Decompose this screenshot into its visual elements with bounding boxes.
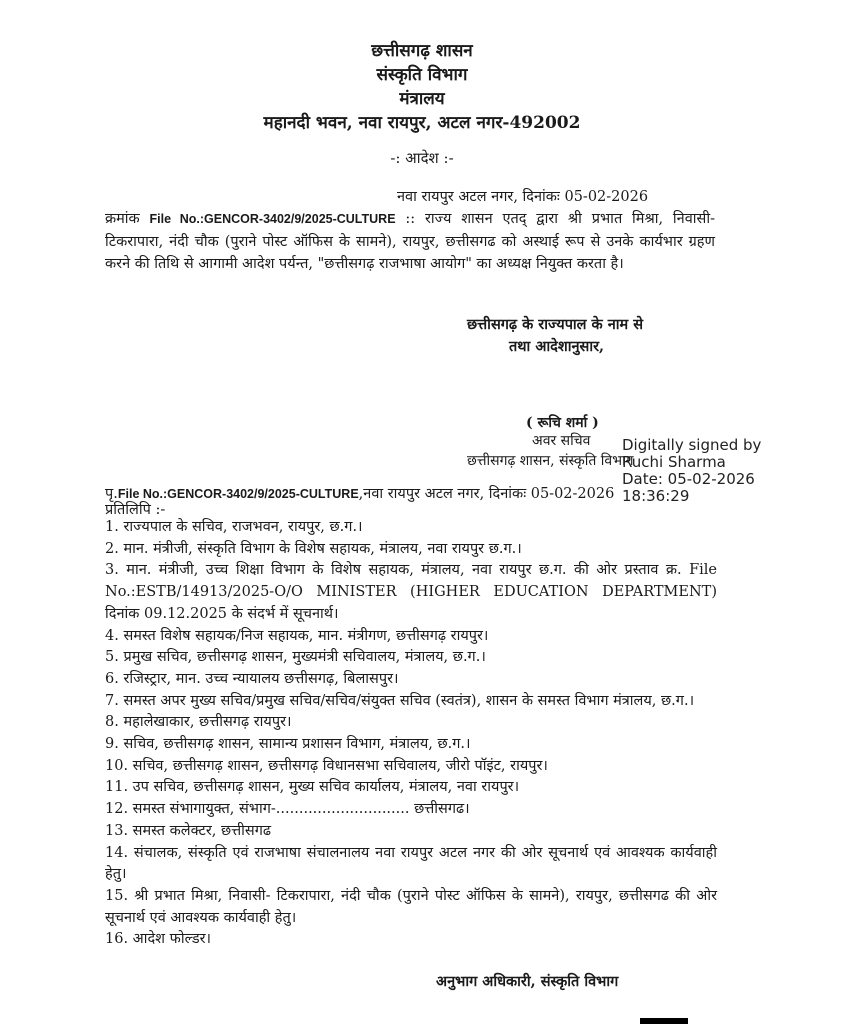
signatory-name: ( रूचि शर्मा ) [526, 415, 599, 431]
copy-list-item: 16. आदेश फोल्डर। [105, 931, 212, 948]
header-address: महानदी भवन, नवा रायपुर, अटल नगर-492002 [263, 113, 581, 133]
copy-list-item: 8. महालेखाकार, छत्तीसगढ़ रायपुर। [105, 714, 292, 731]
copy-list-item: 14. संचालक, संस्कृति एवं राजभाषा संचालनालय नवा रायपुर अटल नगर की ओर सूचनार्थ एवं आवश्यक कार्यवाही हेतु। [105, 844, 717, 883]
order-text: :: राज्य शासन एतद् द्वारा श्री प्रभात मिश्रा, निवासी- टिकरापारा, नंदी चौक (पुराने पोस्ट ऑफिस के सामने), रायपुर, छत्तीसगढ को अस्थाई रूप से उनके कार्यभार ग्रहण करने की तिथि से आगामी आदेश पर्यन्त, "छत्तीसगढ़ राजभाषा आयोग" का अध्यक्ष नियुक्त करता है। [105, 211, 715, 272]
copy-list-item: 6. रजिस्ट्रार, मान. उच्च न्यायालय छत्तीसगढ़, बिलासपुर। [105, 670, 399, 687]
copy-list-item: 1. राज्यपाल के सचिव, राजभवन, रायपुर, छ.ग.। [105, 519, 363, 535]
digital-signature-time: 18:36:29 [622, 487, 690, 505]
endorsement-prefix: पृ. [105, 486, 118, 502]
digital-signature-date: Date: 05-02-2026 [622, 470, 755, 488]
order-place-date: नवा रायपुर अटल नगर, दिनांकः 05-02-2026 [397, 189, 649, 205]
digital-signature [622, 437, 761, 505]
copy-list-item: 13. समस्त कलेक्टर, छत्तीसगढ [105, 822, 272, 839]
copy-list-item: 4. समस्त विशेष सहायक/निज सहायक, मान. मंत्रीगण, छत्तीसगढ़ रायपुर। [105, 627, 489, 644]
order-file-number: File No.:GENCOR-3402/9/2025-CULTURE [149, 212, 396, 226]
order-paragraph [105, 208, 715, 276]
digital-signature-name: Ruchi Sharma [622, 453, 726, 471]
copy-list-item: 15. श्री प्रभात मिश्रा, निवासी- टिकरापारा, नंदी चौक (पुराने पोस्ट ऑफिस के सामने), रायपुर, छत्तीसगढ की ओर सूचनार्थ एवं आवश्यक कार्यवाही हेतु। [105, 887, 717, 926]
header-govt: छत्तीसगढ़ शासन [371, 41, 473, 61]
scan-artifact-bar [640, 1018, 688, 1024]
copy-list-item: 3. मान. मंत्रीजी, उच्च शिक्षा विभाग के विशेष सहायक, मंत्रालय, नवा रायपुर छ.ग. की ओर प्रस्ताव क्र. File No.:ESTB/14913/2025-O/O MINISTER (HIGHER EDUCATION DEPARTMENT) दिनांक 09.12.2025 के संदर्भ में सूचनार्थ। [105, 562, 717, 622]
header-department: संस्कृति विभाग [376, 65, 468, 85]
signatory-designation: अवर सचिव [532, 433, 591, 449]
copy-list-item: 10. सचिव, छत्तीसगढ़ शासन, छत्तीसगढ़ विधानसभा सचिवालय, जीरो पॉइंट, रायपुर। [105, 757, 548, 774]
digital-signature-line-1: Digitally signed by [622, 436, 762, 454]
header-ministry: मंत्रालय [399, 89, 445, 109]
copy-list-item: 5. प्रमुख सचिव, छत्तीसगढ़ शासन, मुख्यमंत्री सचिवालय, मंत्रालय, छ.ग.। [105, 649, 486, 666]
authority-line-1: छत्तीसगढ़ के राज्यपाल के नाम से [467, 316, 644, 333]
copy-list-item: 9. सचिव, छत्तीसगढ़ शासन, सामान्य प्रशासन विभाग, मंत्रालय, छ.ग.। [105, 736, 471, 753]
section-officer-signoff: अनुभाग अधिकारी, संस्कृति विभाग [436, 973, 619, 990]
endorsement-file-number: File No.:GENCOR-3402/9/2025-CULTURE [117, 487, 359, 501]
endorsement-line [105, 483, 614, 503]
kramank-label: क्रमांक [105, 211, 140, 227]
order-title: -: आदेश :- [390, 149, 454, 167]
copy-list-item: 12. समस्त संभागायुक्त, संभाग-............................. छत्तीसगढ। [105, 801, 470, 818]
endorsement-place-date: ,नवा रायपुर अटल नगर, दिनांकः 05-02-2026 [358, 486, 615, 502]
signatory-department: छत्तीसगढ़ शासन, संस्कृति विभाग [467, 453, 634, 469]
authority-line-2: तथा आदेशानुसार, [509, 338, 605, 355]
copy-list-item: 2. मान. मंत्रीजी, संस्कृति विभाग के विशेष सहायक, मंत्रालय, नवा रायपुर छ.ग.। [105, 540, 522, 557]
copy-label: प्रतिलिपि :- [105, 502, 166, 518]
copy-list [105, 517, 717, 951]
copy-list-item: 7. समस्त अपर मुख्य सचिव/प्रमुख सचिव/सचिव/संयुक्त सचिव (स्वतंत्र), शासन के समस्त विभाग मंत्रालय, छ.ग.। [105, 692, 695, 709]
copy-list-item: 11. उप सचिव, छत्तीसगढ़ शासन, मुख्य सचिव कार्यालय, मंत्रालय, नवा रायपुर। [105, 779, 520, 796]
